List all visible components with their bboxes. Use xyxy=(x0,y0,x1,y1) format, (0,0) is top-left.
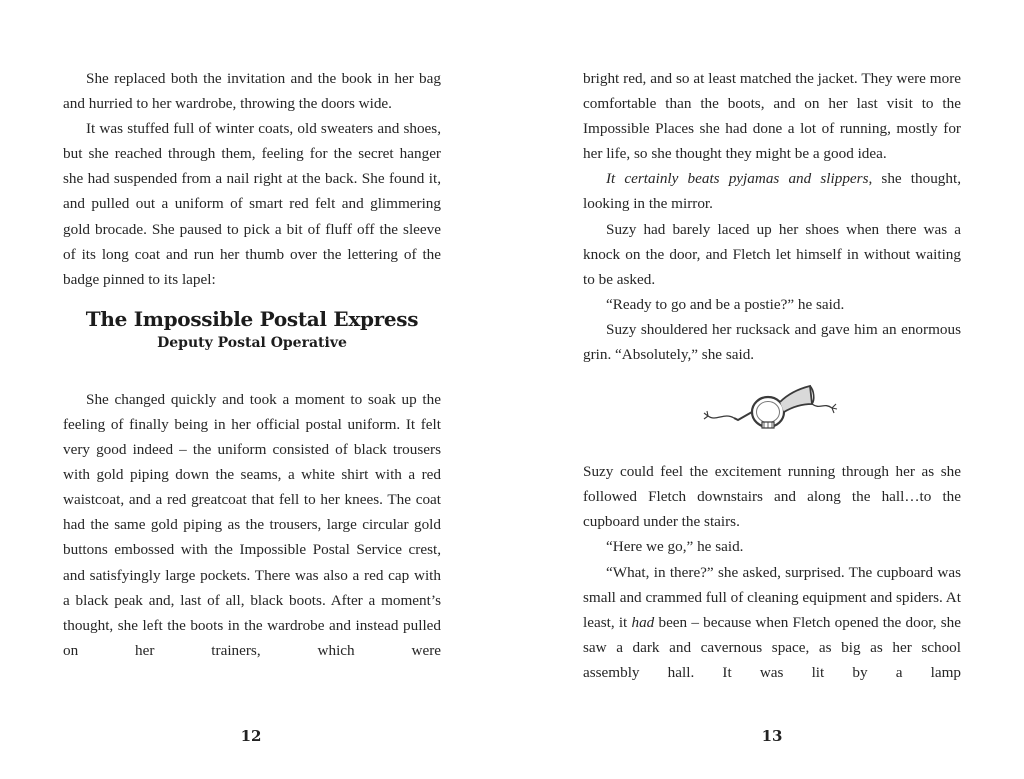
page-number-left: 12 xyxy=(240,727,262,745)
left-page xyxy=(63,66,441,663)
italic-text: had xyxy=(631,613,655,631)
paragraph: Suzy had barely laced up her shoes when there was a knock on the door, and Fletch let himself in without waiting to be asked. xyxy=(583,220,961,288)
italic-text: It certainly beats pyjamas and slippers xyxy=(606,170,869,188)
paragraph: She changed quickly and took a moment to soak up the feeling of finally being in her official postal uniform. It felt very good indeed – the uniform consisted of black trousers with gold piping down the seams, a white shirt with a red waistcoat, and a red greatcoat that fell to her knees. The coat had the same gold piping as the trousers, large circular gold buttons embossed with the Impossible Postal Service crest, and satisfyingly large pockets. There was also a red cap with a black peak and, last of all, black boots. After a moment’s thought, she left the boots in the wardrobe and instead pulled on her trainers, which were xyxy=(63,390,441,659)
page-number-right: 13 xyxy=(761,727,783,745)
paragraph xyxy=(583,560,961,685)
paragraph: “Ready to go and be a postie?” he said. xyxy=(606,295,845,313)
badge-subtitle: Deputy Postal Operative xyxy=(157,334,347,351)
paragraph: Suzy shouldered her rucksack and gave him an enormous grin. “Absolutely,” she said. xyxy=(583,320,961,364)
paragraph-text: been – because when Fletch opened the door, she saw a dark and cavernous space, as big as her school assembly hall. It was lit by a lamp xyxy=(583,613,961,681)
badge-lettering xyxy=(63,306,441,353)
paragraph: Suzy could feel the excitement running through her as she followed Fletch downstairs and along the hall…to the cupboard under the stairs. xyxy=(583,463,961,531)
paragraph xyxy=(583,166,961,216)
paragraph: It was stuffed full of winter coats, old sweaters and shoes, but she reached through them, feeling for the secret hanger she had suspended from a nail right at the back. She found it, and pulled out a uniform of smart red felt and glimmering gold brocade. She paused to pick a bit of fluff off the sleeve of its long coat and run her thumb over the lettering of the badge pinned to its lapel: xyxy=(63,120,441,288)
badge-title: The Impossible Postal Express xyxy=(85,306,419,331)
post-horn-icon xyxy=(702,382,842,434)
right-page xyxy=(583,66,961,685)
paragraph-text: “What, in there?” she asked, surprised. The cupboard was small and crammed full of cleaning equipment and spiders. At least, it xyxy=(583,563,961,631)
paragraph: bright red, and so at least matched the jacket. They were more comfortable than the boots, and on her last visit to the Impossible Places she had done a lot of running, mostly for her life, so she thought they might be a good idea. xyxy=(583,70,961,163)
paragraph: She replaced both the invitation and the book in her bag and hurried to her wardrobe, throwing the doors wide. xyxy=(63,70,441,113)
paragraph: “Here we go,” he said. xyxy=(606,538,744,556)
paragraph-text: , she thought, looking in the mirror. xyxy=(583,170,961,213)
